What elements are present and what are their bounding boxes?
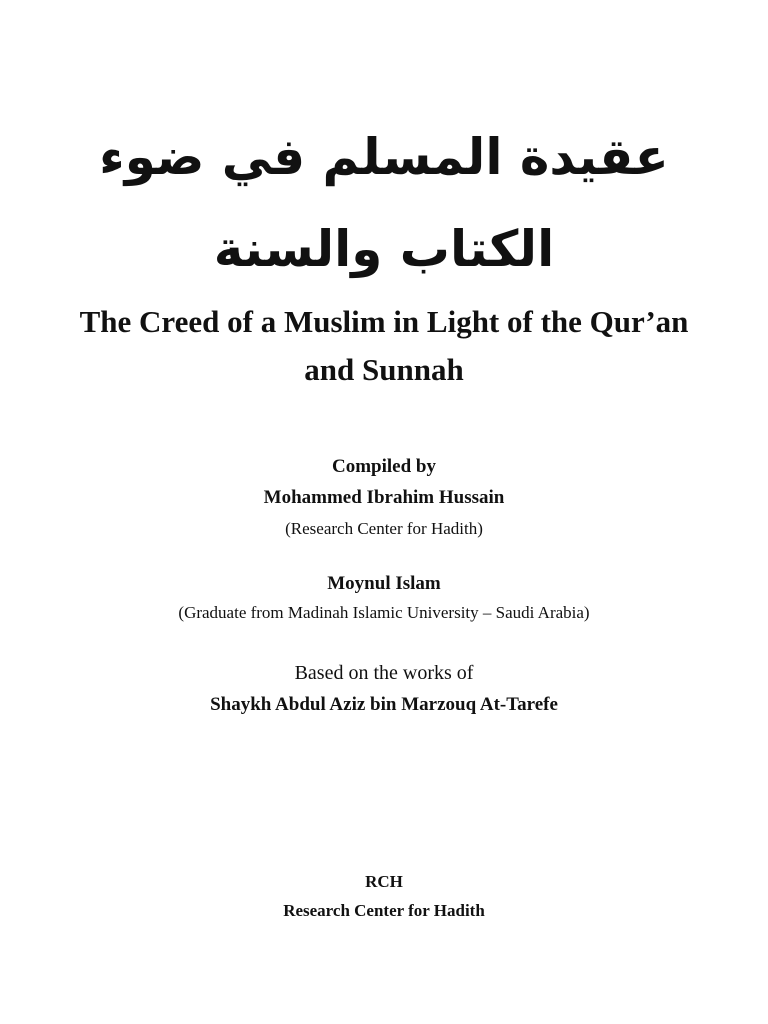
english-title-line-2: and Sunnah [304, 352, 464, 387]
english-title-line-1: The Creed of a Muslim in Light of the Qur’an [79, 304, 689, 339]
author-1-name: Mohammed Ibrahim Hussain [263, 487, 505, 508]
publisher-name: Research Center for Hadith [283, 901, 485, 920]
author-2-affiliation: (Graduate from Madinah Islamic University – Saudi Arabia) [178, 603, 590, 622]
english-title [20, 298, 748, 394]
based-on-label: Based on the works of [294, 662, 474, 684]
author-1-affiliation: (Research Center for Hadith) [285, 519, 483, 538]
author-2-name: Moynul Islam [327, 573, 441, 594]
publisher-abbreviation: RCH [365, 872, 403, 891]
compiled-by-label: Compiled by [332, 456, 436, 477]
based-on-author: Shaykh Abdul Aziz bin Marzouq At-Tarefe [210, 694, 558, 715]
arabic-title-line-2: الكتاب والسنة [213, 220, 555, 278]
arabic-title-line-1: عقيدة المسلم في ضوء [99, 128, 669, 186]
